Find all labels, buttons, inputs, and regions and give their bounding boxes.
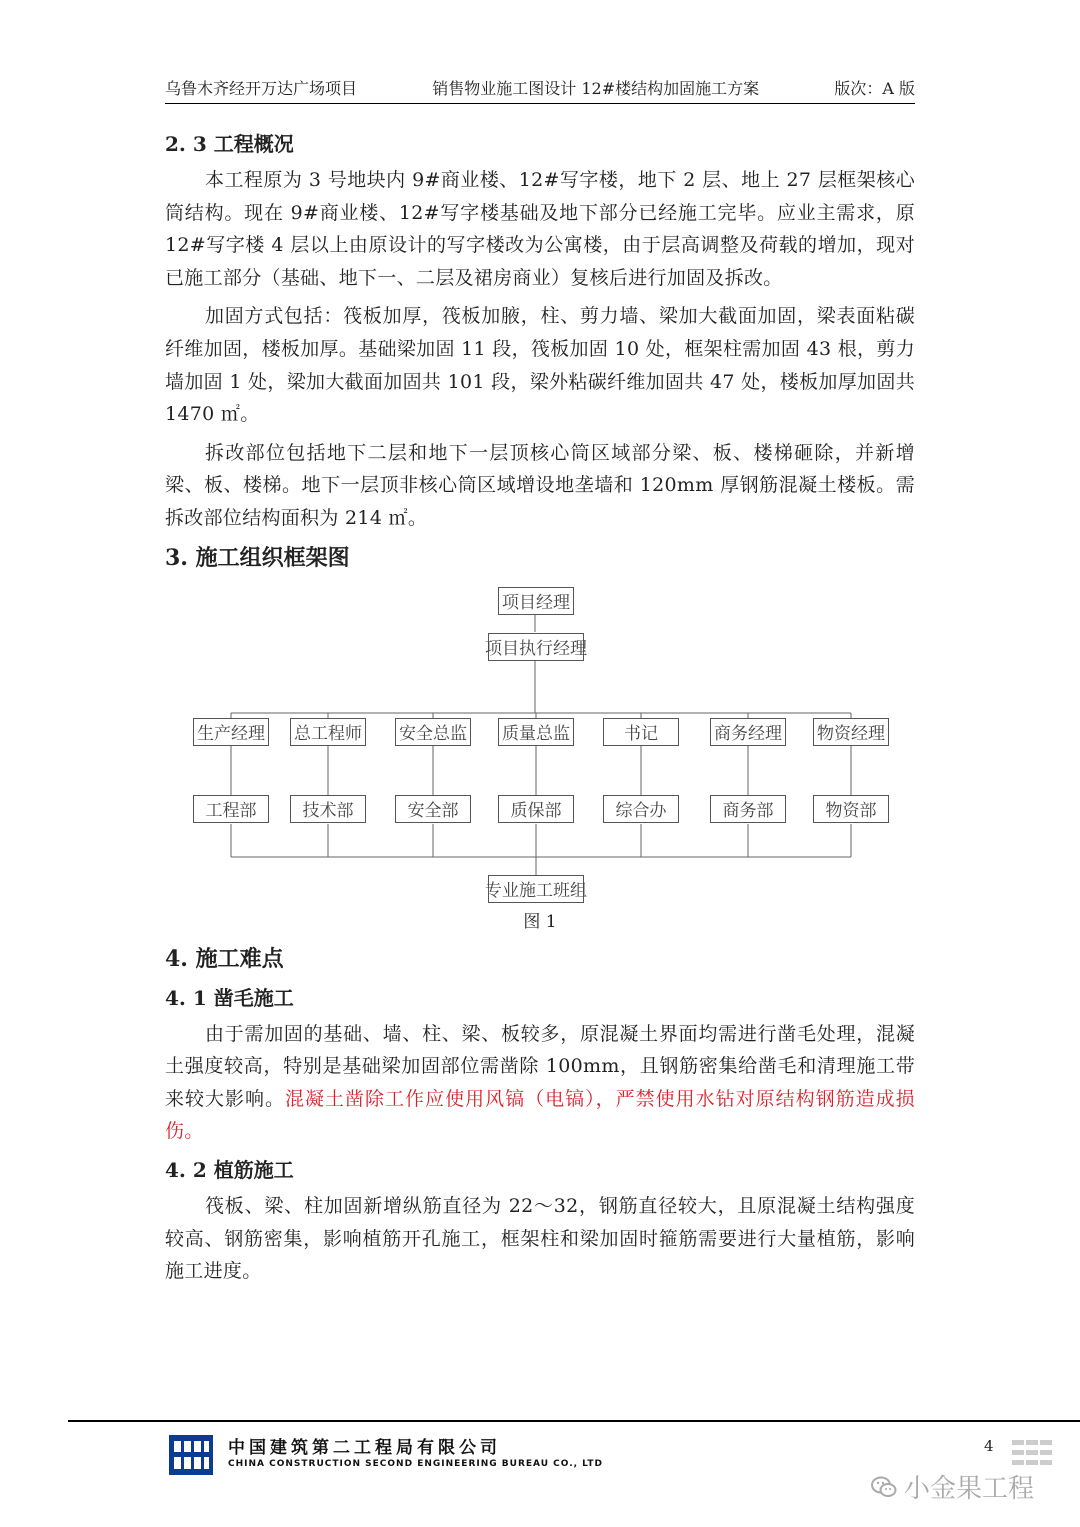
header-document-title: 销售物业施工图设计 12#楼结构加固施工方案 [432,79,760,98]
page-number: 4 [984,1437,994,1455]
node-level2-2: 总工程师 [290,718,366,746]
node-level2-7: 物资经理 [813,718,889,746]
company-name-cn: 中国建筑第二工程局有限公司 [228,1438,501,1458]
section-4-1-text: 由于需加固的基础、墙、柱、梁、板较多，原混凝土界面均需进行凿毛处理，混凝土强度较高，特别是基础梁加固部位需凿除 100mm，且钢筋密集给凿毛和清理施工带来较大影响。 [165,1022,915,1110]
company-logo-icon [169,1435,213,1475]
section-4-2-title: 4. 2 植筋施工 [165,1157,294,1182]
section-2-3-paragraph-3: 拆改部位包括地下二层和地下一层顶核心筒区域部分梁、板、楼梯砸除，并新增梁、板、楼梯。地下一层顶非核心筒区域增设地垄墙和 120mm 厚钢筋混凝土楼板。需拆改部位结构面积为 214 ㎡。 [165,441,915,529]
section-4-1-warning-text: 混凝土凿除工作应使用风镐（电镐），严禁使用水钻对原结构钢筋造成损伤。 [165,1087,915,1143]
section-4-1-title: 4. 1 凿毛施工 [165,985,294,1010]
node-level2-4: 质量总监 [498,718,574,746]
org-chart [165,587,915,942]
watermark [870,1468,1034,1505]
section-2-3-title: 2. 3 工程概况 [165,132,294,156]
node-level2-5: 书记 [603,718,679,746]
section-3-title: 3. 施工组织框架图 [165,544,350,571]
company-name-en: CHINA CONSTRUCTION SECOND ENGINEERING BUREAU CO., LTD [228,1459,604,1469]
node-level3-6: 商务部 [710,795,786,823]
section-4-title: 4. 施工难点 [165,945,284,972]
section-4-1-paragraph [165,1018,915,1148]
node-level3-5: 综合办 [603,795,679,823]
page-content [165,128,915,1294]
node-project-manager: 项目经理 [498,587,574,615]
header-version: 版次：A 版 [834,79,915,98]
node-level2-1: 生产经理 [193,718,269,746]
watermark-text: 小金果工程 [904,1474,1035,1504]
header-divider [165,103,915,104]
page-header [165,76,915,100]
section-2-3-paragraph-1: 本工程原为 3 号地块内 9#商业楼、12#写字楼，地下 2 层、地上 27 层框架核心筒结构。现在 9#商业楼、12#写字楼基础及地下部分已经施工完毕。应业主需求，原 12#写字楼 4 层以上由原设计的写字楼改为公寓楼，由于层高调整及荷载的增加，现对已施工部分（基础、地下一、二层及裙房商业）复核后进行加固及拆改。 [165,169,915,289]
section-2-3-paragraph-2: 加固方式包括：筏板加厚，筏板加腋，柱、剪力墙、梁加大截面加固，梁表面粘碳纤维加固，楼板加厚。基础梁加固 11 段，筏板加固 10 处，框架柱需加固 43 根，剪力墙加固 1 处，梁加大截面加固共 101 段，梁外粘碳纤维加固共 47 处，楼板加厚加固共 1470 ㎡。 [165,305,915,426]
footer-divider [68,1420,1080,1422]
section-4-2-paragraph: 筏板、梁、柱加固新增纵筋直径为 22～32，钢筋直径较大，且原混凝土结构强度较高、钢筋密集，影响植筋开孔施工，框架柱和梁加固时箍筋需要进行大量植筋，影响施工进度。 [165,1194,915,1283]
wechat-icon [870,1473,898,1501]
node-level3-4: 质保部 [498,795,574,823]
node-level2-3: 安全总监 [395,718,471,746]
node-level3-1: 工程部 [193,795,269,823]
node-construction-team: 专业施工班组 [488,875,584,903]
header-project-name: 乌鲁木齐经开万达广场项目 [165,79,358,98]
node-level3-3: 安全部 [395,795,471,823]
node-level2-6: 商务经理 [710,718,786,746]
node-executive-manager: 项目执行经理 [488,633,584,661]
watermark-pattern-icon [1012,1440,1052,1466]
figure-caption: 图 1 [523,911,557,932]
node-level3-2: 技术部 [290,795,366,823]
node-level3-7: 物资部 [813,795,889,823]
